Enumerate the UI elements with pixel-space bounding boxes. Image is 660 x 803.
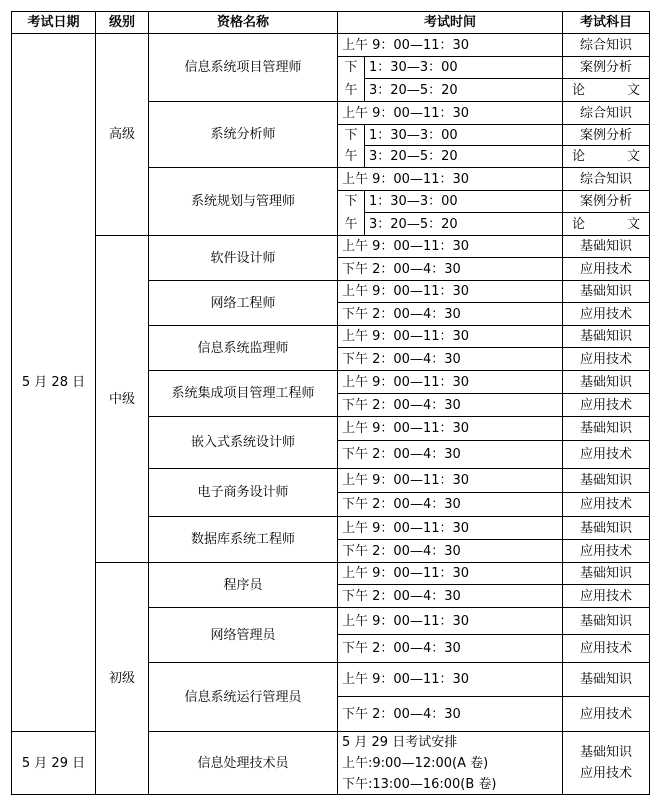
exam-time-morning: 上午 9：00—11：30 bbox=[342, 566, 470, 581]
exam-time-morning: 上午 9：00—11：30 bbox=[342, 105, 470, 121]
afternoon-label-top: 下 bbox=[344, 60, 358, 75]
day2-exam-time bbox=[342, 732, 562, 794]
day2-time-line: 上午:9:00—12:00(A 卷) bbox=[342, 755, 489, 771]
exam-time-pm1: 1：30—3：00 bbox=[369, 194, 458, 209]
exam-time-afternoon: 下午 2：00—4：30 bbox=[342, 351, 461, 367]
exam-time-pm1: 1：30—3：00 bbox=[369, 60, 458, 75]
exam-time-afternoon: 下午 2：00—4：30 bbox=[342, 706, 461, 722]
exam-time-pm2: 3：20—5：20 bbox=[369, 82, 458, 98]
exam-time-morning: 上午 9：00—11：30 bbox=[342, 473, 470, 488]
subject-applied: 应用技术 bbox=[579, 261, 632, 277]
subject-applied: 应用技术 bbox=[579, 351, 632, 367]
qualification-name: 软件设计师 bbox=[210, 250, 276, 266]
level-senior: 高级 bbox=[108, 127, 135, 142]
exam-time-morning: 上午 9：00—11：30 bbox=[342, 171, 470, 187]
sub-column-divider bbox=[364, 56, 365, 101]
level-middle: 中级 bbox=[108, 391, 135, 407]
subject-comprehensive: 综合知识 bbox=[579, 171, 632, 187]
exam-time-pm1: 1：30—3：00 bbox=[369, 127, 458, 143]
header-level: 级别 bbox=[108, 15, 135, 30]
subject-applied: 应用技术 bbox=[579, 447, 632, 462]
exam-time-morning: 上午 9：00—11：30 bbox=[342, 37, 470, 53]
subject-applied: 应用技术 bbox=[579, 766, 632, 781]
qualification-name: 嵌入式系统设计师 bbox=[190, 435, 295, 450]
exam-time-morning: 上午 9：00—11：30 bbox=[342, 520, 470, 536]
exam-time-afternoon: 下午 2：00—4：30 bbox=[342, 447, 461, 462]
qualification-name: 电子商务设计师 bbox=[197, 485, 289, 500]
day2-time-line: 下午:13:00—16:00(B 卷) bbox=[342, 776, 497, 792]
subject-basic: 基础知识 bbox=[579, 284, 632, 299]
subject-case-analysis: 案例分析 bbox=[579, 194, 632, 209]
afternoon-label-bottom: 午 bbox=[344, 82, 358, 98]
afternoon-label-top: 下 bbox=[344, 194, 358, 209]
subject-case-analysis: 案例分析 bbox=[579, 127, 632, 143]
subject-basic: 基础知识 bbox=[579, 613, 632, 629]
exam-time-morning: 上午 9：00—11：30 bbox=[342, 329, 470, 344]
subject-essay: 论 文 bbox=[572, 149, 640, 164]
qualification-name: 系统集成项目管理工程师 bbox=[171, 386, 315, 401]
subject-applied: 应用技术 bbox=[579, 543, 632, 559]
day2-time-line: 5 月 29 日考试安排 bbox=[342, 734, 458, 750]
qualification-name: 数据库系统工程师 bbox=[190, 532, 295, 547]
subject-basic: 基础知识 bbox=[579, 239, 632, 254]
header-date: 考试日期 bbox=[27, 15, 80, 30]
exam-time-morning: 上午 9：00—11：30 bbox=[342, 374, 470, 390]
exam-time-afternoon: 下午 2：00—4：30 bbox=[342, 588, 461, 604]
exam-time-afternoon: 下午 2：00—4：30 bbox=[342, 261, 461, 277]
subject-essay: 论 文 bbox=[572, 82, 640, 98]
afternoon-label-bottom: 午 bbox=[344, 149, 358, 164]
exam-time-morning: 上午 9：00—11：30 bbox=[342, 284, 470, 299]
header-subject: 考试科目 bbox=[579, 15, 632, 30]
date-may-29: 5 月 29 日 bbox=[21, 755, 86, 771]
header-name: 资格名称 bbox=[216, 15, 269, 30]
subject-applied: 应用技术 bbox=[579, 397, 632, 413]
qualification-name: 网络管理员 bbox=[210, 627, 276, 643]
subject-applied: 应用技术 bbox=[579, 306, 632, 322]
exam-time-morning: 上午 9：00—11：30 bbox=[342, 421, 470, 436]
subject-basic: 基础知识 bbox=[579, 421, 632, 436]
subject-comprehensive: 综合知识 bbox=[579, 105, 632, 121]
subject-applied: 应用技术 bbox=[579, 641, 632, 656]
subject-basic: 基础知识 bbox=[579, 672, 632, 687]
afternoon-label-bottom: 午 bbox=[344, 216, 358, 232]
qualification-name: 信息系统项目管理师 bbox=[184, 60, 302, 75]
subject-basic: 基础知识 bbox=[579, 520, 632, 536]
subject-applied: 应用技术 bbox=[579, 588, 632, 604]
table-border-bottom bbox=[11, 794, 650, 795]
exam-time-afternoon: 下午 2：00—4：30 bbox=[342, 397, 461, 413]
subject-applied: 应用技术 bbox=[579, 706, 632, 722]
subject-basic: 基础知识 bbox=[579, 473, 632, 488]
qualification-name: 网络工程师 bbox=[210, 295, 276, 311]
exam-time-afternoon: 下午 2：00—4：30 bbox=[342, 497, 461, 512]
subject-comprehensive: 综合知识 bbox=[579, 37, 632, 53]
subject-applied: 应用技术 bbox=[579, 497, 632, 512]
table-border-right bbox=[649, 11, 650, 795]
exam-time-pm2: 3：20—5：20 bbox=[369, 149, 458, 164]
header-time: 考试时间 bbox=[423, 15, 476, 30]
exam-time-morning: 上午 9：00—11：30 bbox=[342, 613, 470, 629]
exam-time-pm2: 3：20—5：20 bbox=[369, 216, 458, 232]
qualification-name: 系统分析师 bbox=[210, 127, 276, 142]
qualification-name: 系统规划与管理师 bbox=[190, 194, 295, 209]
date-may-28: 5 月 28 日 bbox=[21, 375, 86, 390]
qualification-name: 信息处理技术员 bbox=[197, 755, 289, 771]
level-junior: 初级 bbox=[108, 671, 135, 686]
exam-time-afternoon: 下午 2：00—4：30 bbox=[342, 641, 461, 656]
afternoon-label-top: 下 bbox=[344, 127, 358, 143]
exam-time-afternoon: 下午 2：00—4：30 bbox=[342, 543, 461, 559]
sub-column-divider bbox=[364, 124, 365, 167]
subject-basic: 基础知识 bbox=[579, 329, 632, 344]
exam-time-morning: 上午 9：00—11：30 bbox=[342, 672, 470, 687]
exam-time-morning: 上午 9：00—11：30 bbox=[342, 239, 470, 254]
qualification-name: 程序员 bbox=[223, 577, 263, 593]
subject-basic: 基础知识 bbox=[579, 566, 632, 581]
day2-subjects bbox=[563, 732, 649, 794]
subject-basic: 基础知识 bbox=[579, 745, 632, 760]
subject-basic: 基础知识 bbox=[579, 374, 632, 390]
qualification-name: 信息系统监理师 bbox=[197, 340, 289, 356]
subject-essay: 论 文 bbox=[572, 216, 640, 232]
sub-column-divider bbox=[364, 190, 365, 235]
subject-case-analysis: 案例分析 bbox=[579, 60, 632, 75]
qualification-name: 信息系统运行管理员 bbox=[184, 689, 302, 705]
exam-time-afternoon: 下午 2：00—4：30 bbox=[342, 306, 461, 322]
